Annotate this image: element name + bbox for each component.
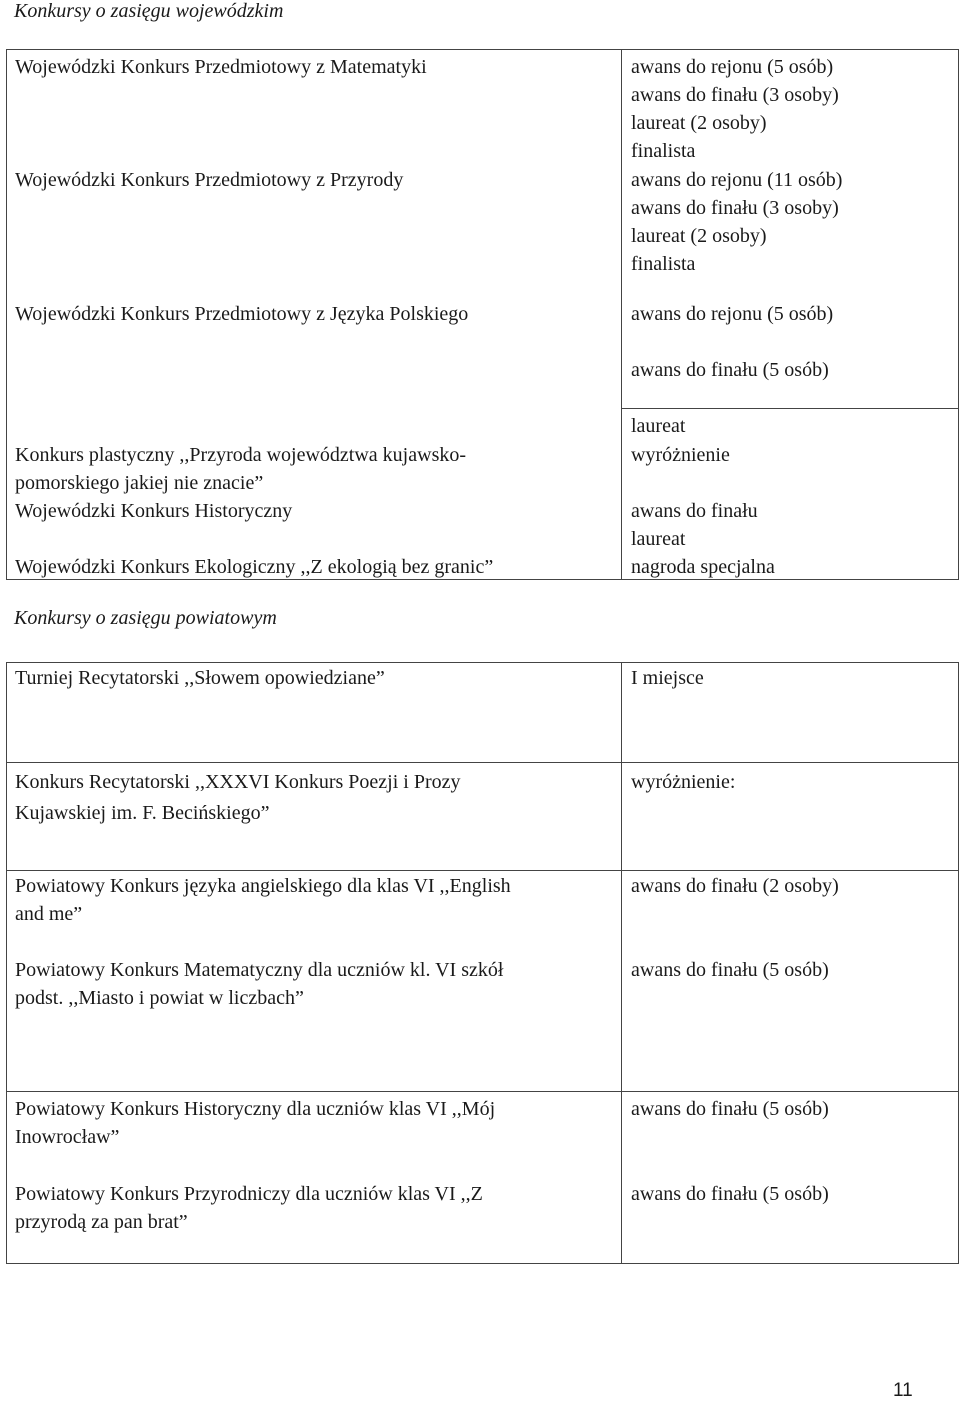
county-history-result: awans do finału (5 osób) [631,1098,829,1120]
county-section-heading: Konkursy o zasięgu powiatowym [14,607,277,629]
county-history-name-line-1: Powiatowy Konkurs Historyczny dla uczniów klas VI ,,Mój [15,1098,496,1120]
regional-math-result-4: finalista [631,140,696,162]
county-math-name-line-2: podst. ,,Miasto i powiat w liczbach” [15,987,304,1009]
county-nature-name-line-2: przyrodą za pan brat” [15,1211,188,1233]
regional-nature-name: Wojewódzki Konkurs Przedmiotowy z Przyrody [15,169,404,191]
regional-ecology-result-1: nagroda specjalna [631,556,775,578]
regional-table-row-rule [621,408,959,409]
county-english-name-line-2: and me” [15,903,83,925]
regional-nature-result-3: laureat (2 osoby) [631,225,767,247]
county-english-result: awans do finału (2 osoby) [631,875,839,897]
county-nature-result: awans do finału (5 osób) [631,1183,829,1205]
regional-polish-result-1: awans do rejonu (5 osób) [631,303,834,325]
regional-nature-result-4: finalista [631,253,696,275]
county-math-name-line-1: Powiatowy Konkurs Matematyczny dla uczniów kl. VI szkół [15,959,504,981]
county-table-divider [621,662,622,1264]
regional-nature-result-2: awans do finału (3 osoby) [631,197,839,219]
county-history-name-line-2: Inowrocław” [15,1126,120,1148]
regional-nature-result-1: awans do rejonu (11 osób) [631,169,843,191]
county-table-row-rule-2 [6,870,959,871]
regional-math-result-3: laureat (2 osoby) [631,112,767,134]
regional-art-name-line-1: Konkurs plastyczny ,,Przyroda województwa kujawsko- [15,444,467,466]
regional-history-result-1: awans do finału [631,500,758,522]
county-nature-name-line-1: Powiatowy Konkurs Przyrodniczy dla uczniów klas VI ,,Z [15,1183,483,1205]
county-recitation1-result: I miejsce [631,667,704,689]
county-table-row-rule-3 [6,1091,959,1092]
page-number: 11 [893,1380,913,1401]
county-english-name-line-1: Powiatowy Konkurs języka angielskiego dla klas VI ,,English [15,875,511,897]
regional-art-result-2: wyróżnienie [631,444,730,466]
regional-math-result-2: awans do finału (3 osoby) [631,84,839,106]
county-table-row-rule-1 [6,762,959,763]
county-math-result: awans do finału (5 osób) [631,959,829,981]
regional-art-name-line-2: pomorskiego jakiej nie znacie” [15,472,264,494]
county-recitation1-name: Turniej Recytatorski ,,Słowem opowiedziane” [15,667,385,689]
regional-history-name: Wojewódzki Konkurs Historyczny [15,500,293,522]
regional-section-heading: Konkursy o zasięgu wojewódzkim [14,0,284,22]
county-recitation2-name-line-2: Kujawskiej im. F. Becińskiego” [15,802,270,824]
county-recitation2-name-line-1: Konkurs Recytatorski ,,XXXVI Konkurs Poezji i Prozy [15,771,461,793]
regional-history-result-2: laureat [631,528,686,550]
regional-art-result-1: laureat [631,415,686,437]
county-recitation2-result: wyróżnienie: [631,771,736,793]
regional-math-result-1: awans do rejonu (5 osób) [631,56,834,78]
regional-polish-name: Wojewódzki Konkurs Przedmiotowy z Języka Polskiego [15,303,469,325]
regional-math-name: Wojewódzki Konkurs Przedmiotowy z Matematyki [15,56,427,78]
regional-polish-result-2: awans do finału (5 osób) [631,359,829,381]
regional-table-divider [621,49,622,580]
regional-ecology-name: Wojewódzki Konkurs Ekologiczny ,,Z ekologią bez granic” [15,556,494,578]
